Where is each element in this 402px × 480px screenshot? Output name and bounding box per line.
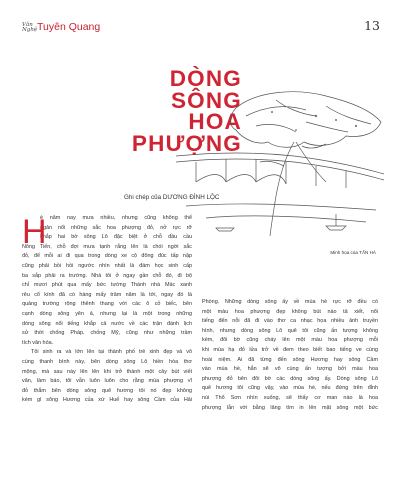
masthead-small-text: Văn Nghệ bbox=[22, 22, 38, 33]
text-line: đỏ, để mỗi ai đi qua trong dòng xe cộ đông đúc tấp nập bbox=[22, 253, 192, 260]
text-line: chỉ mươi phút qua mấy bức tường Thánh nhà Mác xanh bbox=[22, 282, 192, 289]
title-line: DÒNG bbox=[169, 66, 242, 91]
text-line: hoài niệm. Ai đã từng đến sông Hương hay sông Cầm bbox=[202, 356, 378, 363]
text-line: tích văn hóa. bbox=[22, 339, 54, 346]
text-line: cùng thanh bình này, bên dòng sông Lô hiền hòa thơ bbox=[22, 358, 192, 365]
illustration-caption: Minh họa của TẤN HÀ bbox=[330, 250, 376, 255]
text-line: hình, nhưng dòng sông Lô quê tôi cũng ấn tượng không bbox=[202, 327, 378, 334]
text-line: quê hương tôi cũng vậy, vào mùa hè, nếu đứng trên đỉnh bbox=[202, 385, 378, 392]
title-line: SÔNG bbox=[170, 87, 242, 113]
text-line: ngăn nổi những sắc hoa phượng đỏ, nở rực rỡ bbox=[40, 224, 192, 231]
text-line: cũng phải bồi hồi ngước nhìn nhất là đám học sinh cấp bbox=[22, 262, 192, 269]
text-line: phượng đỏ bên đôi bờ các dòng sông ấy. Dòng sông Lô bbox=[202, 375, 378, 382]
text-line: văn, làm báo, tôi vẫn luôn luôn cho rằng mùa phượng vĩ bbox=[22, 378, 192, 385]
masthead bbox=[22, 21, 100, 33]
text-line: è năm nay mưa nhiều, nhưng cũng không thể bbox=[40, 215, 192, 221]
masthead-name: Tuyên Quang bbox=[37, 21, 101, 33]
text-line: kém, đôi bờ cũng cháy lên một màu hoa phượng mỗi bbox=[202, 337, 378, 344]
text-line: cạnh dòng sông yên ả, nhưng lại là một trong những bbox=[22, 310, 192, 317]
text-line: đỏ thắm bên dòng sông quê hương tôi nó đẹp không bbox=[22, 387, 192, 394]
text-line: tiếng đến nỗi đã đi vào thơ ca nhạc họa nhiều ảnh truyền bbox=[202, 318, 378, 325]
text-line: một màu hoa phượng đẹp không bút nào tả xiết, nổi bbox=[202, 308, 378, 315]
text-line: sử thời chống Pháp, chống Mỹ, cũng như những trầm bbox=[22, 330, 192, 337]
drop-cap: H bbox=[22, 213, 47, 251]
text-line: Tôi sinh ra và lớn lên tại thành phố trẻ xinh đẹp và vô bbox=[31, 349, 192, 356]
text-line: quảng trường rộng thênh thang với các ô cỏ biếc, bên bbox=[22, 301, 192, 308]
text-line: rêu cổ kính đã có hàng mấy trăm năm là tới, ngay đó là bbox=[22, 291, 192, 298]
text-line: kém gì sông Hương của xứ Huế hay sông Cầm của Hải bbox=[22, 397, 192, 404]
text-line: phượng lẫn với bằng lăng tím in lên mặt sông một bức bbox=[202, 404, 378, 411]
text-line: núi Thổ Sơn nhìn xuống, sẽ thấy cơ man nào là hoa bbox=[202, 394, 378, 401]
text-line: Nông Tiến, chỗ đợi mưa tạnh rắng lên là chói ngời sắc bbox=[22, 243, 192, 250]
text-line: vào mùa hè, hẳn sẽ vô cùng ấn tượng bởi màu hoa bbox=[202, 366, 378, 373]
page-number: 13 bbox=[364, 18, 380, 33]
text-line: dòng sông nổi tiếng khắp cả nước về các trận đánh lịch bbox=[22, 320, 192, 327]
text-line: khắp hai bờ sông Lô đặc biệt ở chỗ đầu cầu bbox=[40, 234, 192, 241]
byline: Ghi chép của DƯƠNG ĐÌNH LỘC bbox=[124, 194, 220, 201]
text-line: khi mùa hạ đỏ lửa trở về đem theo biết bao tiếng ve cùng bbox=[202, 346, 378, 353]
text-line: Phòng. Những dòng sông ấy về mùa hè rực rỡ đều có bbox=[202, 299, 378, 305]
bridge-illustration bbox=[176, 86, 384, 242]
title-line: PHƯỢNG bbox=[131, 130, 242, 156]
article-column-left bbox=[22, 214, 192, 406]
article-column-right bbox=[202, 298, 378, 413]
title-line: HOA bbox=[188, 109, 242, 134]
text-line: ba sắp phải ra trường. Nhà tôi ở ngay gần chỗ đó, đi bộ bbox=[22, 272, 192, 279]
text-line: mộng, mà sau này lên lên khi trở thành một cây bút viết bbox=[22, 368, 192, 375]
